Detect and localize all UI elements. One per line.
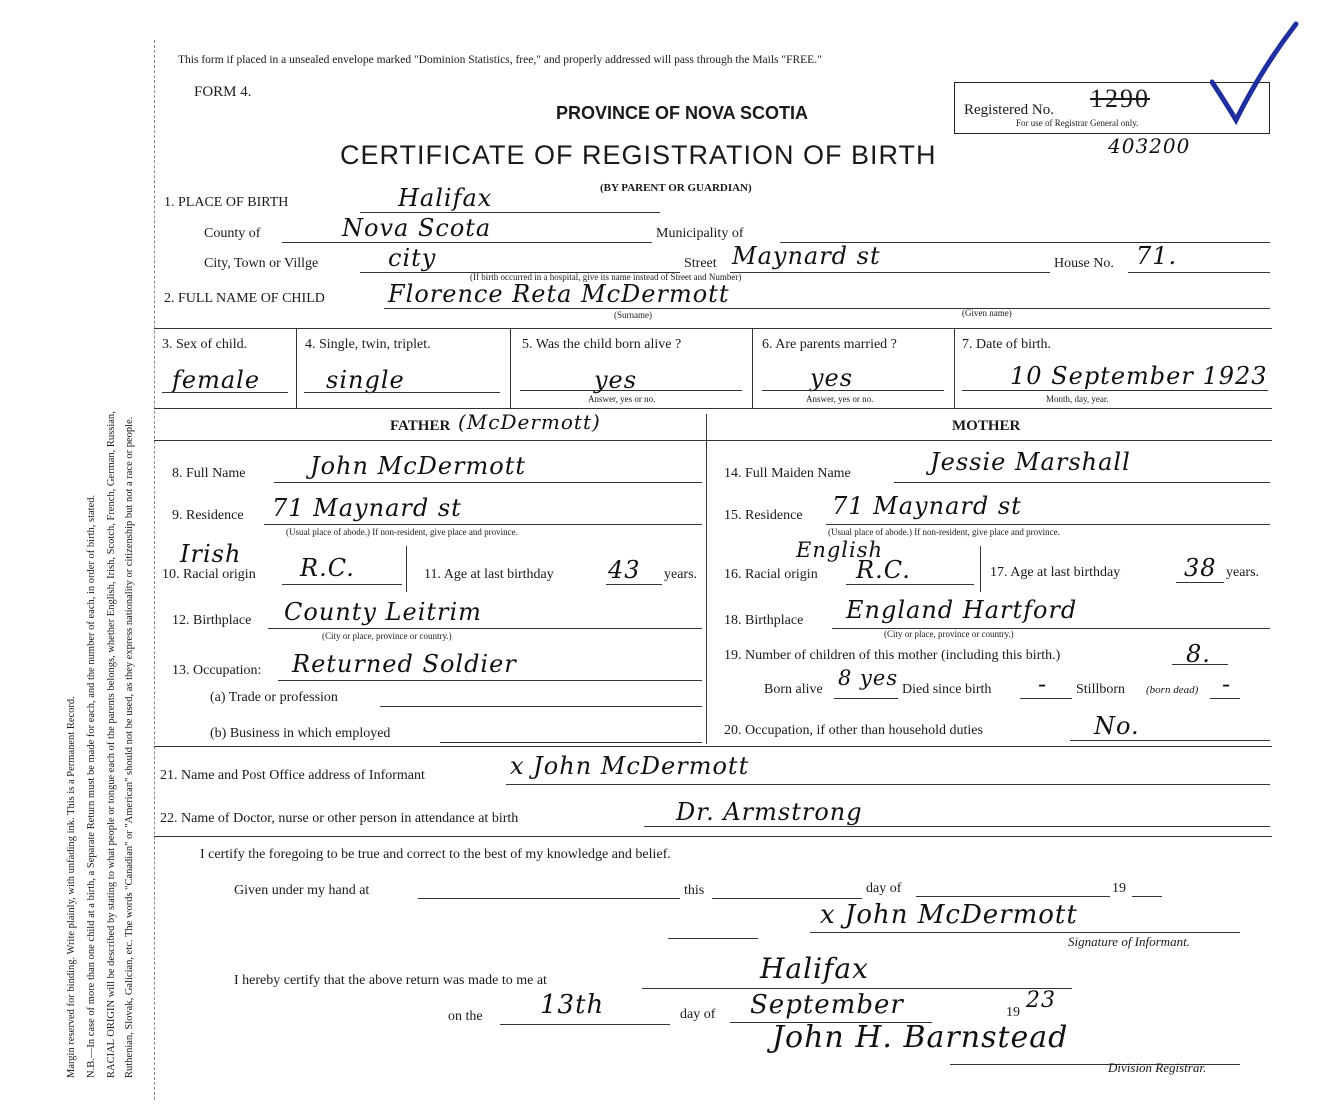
county-label: County of <box>204 226 261 241</box>
stillborn-note: (born dead) <box>1146 684 1199 696</box>
mother-racial-label: 16. Racial origin <box>724 567 818 582</box>
mother-occupation-label: 20. Occupation, if other than household duties <box>724 723 983 738</box>
mother-racial-value: R.C. <box>856 556 911 584</box>
father-name-label: 8. Full Name <box>172 466 246 481</box>
father-occupation-value: Returned Soldier <box>292 650 517 678</box>
father-racial-label: 10. Racial origin <box>162 567 256 582</box>
certificate-title: CERTIFICATE OF REGISTRATION OF BIRTH <box>340 140 937 170</box>
father-residence-value: 71 Maynard st <box>272 494 462 522</box>
margin-note-3: RACIAL ORIGIN will be described by stating to what people or tongue each of the parents belongs, whether English, Irish, Scotch, French, German, Russian, <box>106 411 117 1078</box>
date-of-birth-note: Month, day, year. <box>1046 394 1109 404</box>
registration-month: September <box>750 990 904 1020</box>
married-value: yes <box>810 364 854 392</box>
father-birthplace-label: 12. Birthplace <box>172 613 252 628</box>
born-alive-count-value: 8 yes <box>838 666 899 690</box>
father-name-value: John McDermott <box>310 452 527 480</box>
informant-signature: x John McDermott <box>820 900 1078 930</box>
doctor-value: Dr. Armstrong <box>676 798 863 826</box>
registered-number: 1290 <box>1090 84 1150 113</box>
mother-name-label: 14. Full Maiden Name <box>724 466 851 481</box>
date-of-birth-label: 7. Date of birth. <box>962 337 1052 352</box>
year-label: 19 <box>1006 1005 1020 1020</box>
father-residence-label: 9. Residence <box>172 508 244 523</box>
father-birthplace-note: (City or place, province or country.) <box>322 631 452 641</box>
doctor-label: 22. Name of Doctor, nurse or other person in attendance at birth <box>160 811 519 826</box>
margin-note-2: N.B.—In case of more than one child at a birth, a Separate Return must be made for each, and the number of each, in order of birth, stated. <box>86 494 97 1078</box>
registration-year: 23 <box>1026 988 1056 1013</box>
on-the-value: 13th <box>540 990 605 1020</box>
street-value: Maynard st <box>732 242 881 270</box>
informant-signature-caption: Signature of Informant. <box>1068 934 1190 949</box>
date-of-birth-value: 10 September 1923 <box>1010 362 1268 390</box>
house-value: 71. <box>1136 242 1178 270</box>
hospital-note: (If birth occurred in a hospital, give its name instead of Street and Number) <box>470 272 742 282</box>
city-value: city <box>388 244 437 272</box>
father-racial-value: R.C. <box>300 554 355 582</box>
died-label: Died since birth <box>902 682 992 697</box>
check-mark-icon <box>1210 20 1300 130</box>
surname-note: (Surname) <box>614 310 652 320</box>
mother-age-label: 17. Age at last birthday <box>990 565 1121 580</box>
given-under-hand-label: Given under my hand at <box>234 883 370 898</box>
certify-statement: I certify the foregoing to be true and correct to the best of my knowledge and belief. <box>200 847 671 862</box>
house-label: House No. <box>1054 256 1114 271</box>
father-heading: FATHER <box>390 418 451 434</box>
margin-note-4: Ruthenian, Slovak, Galician, etc. The words "Canadian" or "American" should not be used, as they express nationality or citizenship but not a race or people. <box>124 416 135 1078</box>
street-label: Street <box>684 256 717 271</box>
given-name-note: (Given name) <box>962 308 1012 318</box>
single-value: single <box>326 366 405 394</box>
children-count-value: 8. <box>1186 640 1211 668</box>
place-of-birth-label: 1. PLACE OF BIRTH <box>164 195 289 210</box>
binding-margin-rule <box>154 40 155 1100</box>
city-label: City, Town or Villge <box>204 256 319 271</box>
died-value: - <box>1038 670 1048 698</box>
father-residence-note: (Usual place of abode.) If non-resident, give place and province. <box>286 527 518 537</box>
mother-birthplace-label: 18. Birthplace <box>724 613 804 628</box>
registrar-place: Halifax <box>760 952 869 985</box>
born-alive-value: yes <box>594 366 638 394</box>
registrar-statement: I hereby certify that the above return was made to me at <box>234 973 547 988</box>
father-age-value: 43 <box>608 556 641 584</box>
municipality-label: Municipality of <box>656 226 744 241</box>
on-the-label: on the <box>448 1009 483 1024</box>
born-alive-count-label: Born alive <box>764 682 823 697</box>
father-racial-handwritten: Irish <box>180 540 242 568</box>
registrar-use-note: For use of Registrar General only. <box>1016 118 1139 128</box>
child-name-label: 2. FULL NAME OF CHILD <box>164 291 325 306</box>
sex-label: 3. Sex of child. <box>162 337 248 352</box>
registered-label: Registered No. <box>964 102 1054 118</box>
province-heading: PROVINCE OF NOVA SCOTIA <box>556 103 809 123</box>
married-note: Answer, yes or no. <box>806 394 874 404</box>
stamp-number: 403200 <box>1108 134 1191 158</box>
day-of-label: day of <box>866 881 902 896</box>
registrar-signature: John H. Barnstead <box>772 1020 1069 1055</box>
form-number: FORM 4. <box>194 84 252 100</box>
certificate-subtitle: (BY PARENT OR GUARDIAN) <box>600 182 752 194</box>
father-trade-label: (a) Trade or profession <box>210 690 338 705</box>
county-value: Nova Scota <box>342 214 492 242</box>
born-alive-label: 5. Was the child born alive ? <box>522 337 682 352</box>
informant-value: x John McDermott <box>510 752 750 780</box>
mother-age-unit: years. <box>1226 565 1260 580</box>
born-alive-note: Answer, yes or no. <box>588 394 656 404</box>
mother-birthplace-value: England Hartford <box>846 596 1078 624</box>
mail-notice: This form if placed in a unsealed envelope marked "Dominion Statistics, free," and properly addressed will pass through the Mails "FREE." <box>178 54 822 66</box>
mother-residence-note: (Usual place of abode.) If non-resident, give place and province. <box>828 527 1060 537</box>
stillborn-label: Stillborn <box>1076 682 1126 697</box>
children-count-label: 19. Number of children of this mother (including this birth.) <box>724 648 1061 663</box>
month-day-of-label: day of <box>680 1007 716 1022</box>
margin-note-1: Margin reserved for binding. Write plainly, with unfading ink. This is a Permanent Record. <box>66 696 77 1078</box>
mother-residence-label: 15. Residence <box>724 508 803 523</box>
stillborn-value: - <box>1222 670 1232 698</box>
this-label: this <box>684 883 705 898</box>
mother-age-value: 38 <box>1184 554 1217 582</box>
mother-racial-handwritten: English <box>796 538 884 562</box>
place-of-birth-value: Halifax <box>398 184 493 212</box>
father-heading-note: (McDermott) <box>458 410 601 434</box>
father-birthplace-value: County Leitrim <box>284 598 482 626</box>
father-age-unit: years. <box>664 567 698 582</box>
mother-name-value: Jessie Marshall <box>930 448 1131 476</box>
mother-occupation-value: No. <box>1094 712 1140 740</box>
year-prefix: 19 <box>1112 881 1126 896</box>
informant-label: 21. Name and Post Office address of Informant <box>160 768 425 783</box>
child-name-value: Florence Reta McDermott <box>388 280 730 308</box>
mother-residence-value: 71 Maynard st <box>832 492 1022 520</box>
single-label: 4. Single, twin, triplet. <box>305 337 431 352</box>
father-business-label: (b) Business in which employed <box>210 726 391 741</box>
mother-birthplace-note: (City or place, province or country.) <box>884 629 1014 639</box>
father-age-label: 11. Age at last birthday <box>424 567 554 582</box>
father-occupation-label: 13. Occupation: <box>172 663 262 678</box>
sex-value: female <box>172 366 261 394</box>
mother-heading: MOTHER <box>952 418 1021 434</box>
married-label: 6. Are parents married ? <box>762 337 897 352</box>
registrar-signature-caption: Division Registrar. <box>1108 1060 1207 1075</box>
